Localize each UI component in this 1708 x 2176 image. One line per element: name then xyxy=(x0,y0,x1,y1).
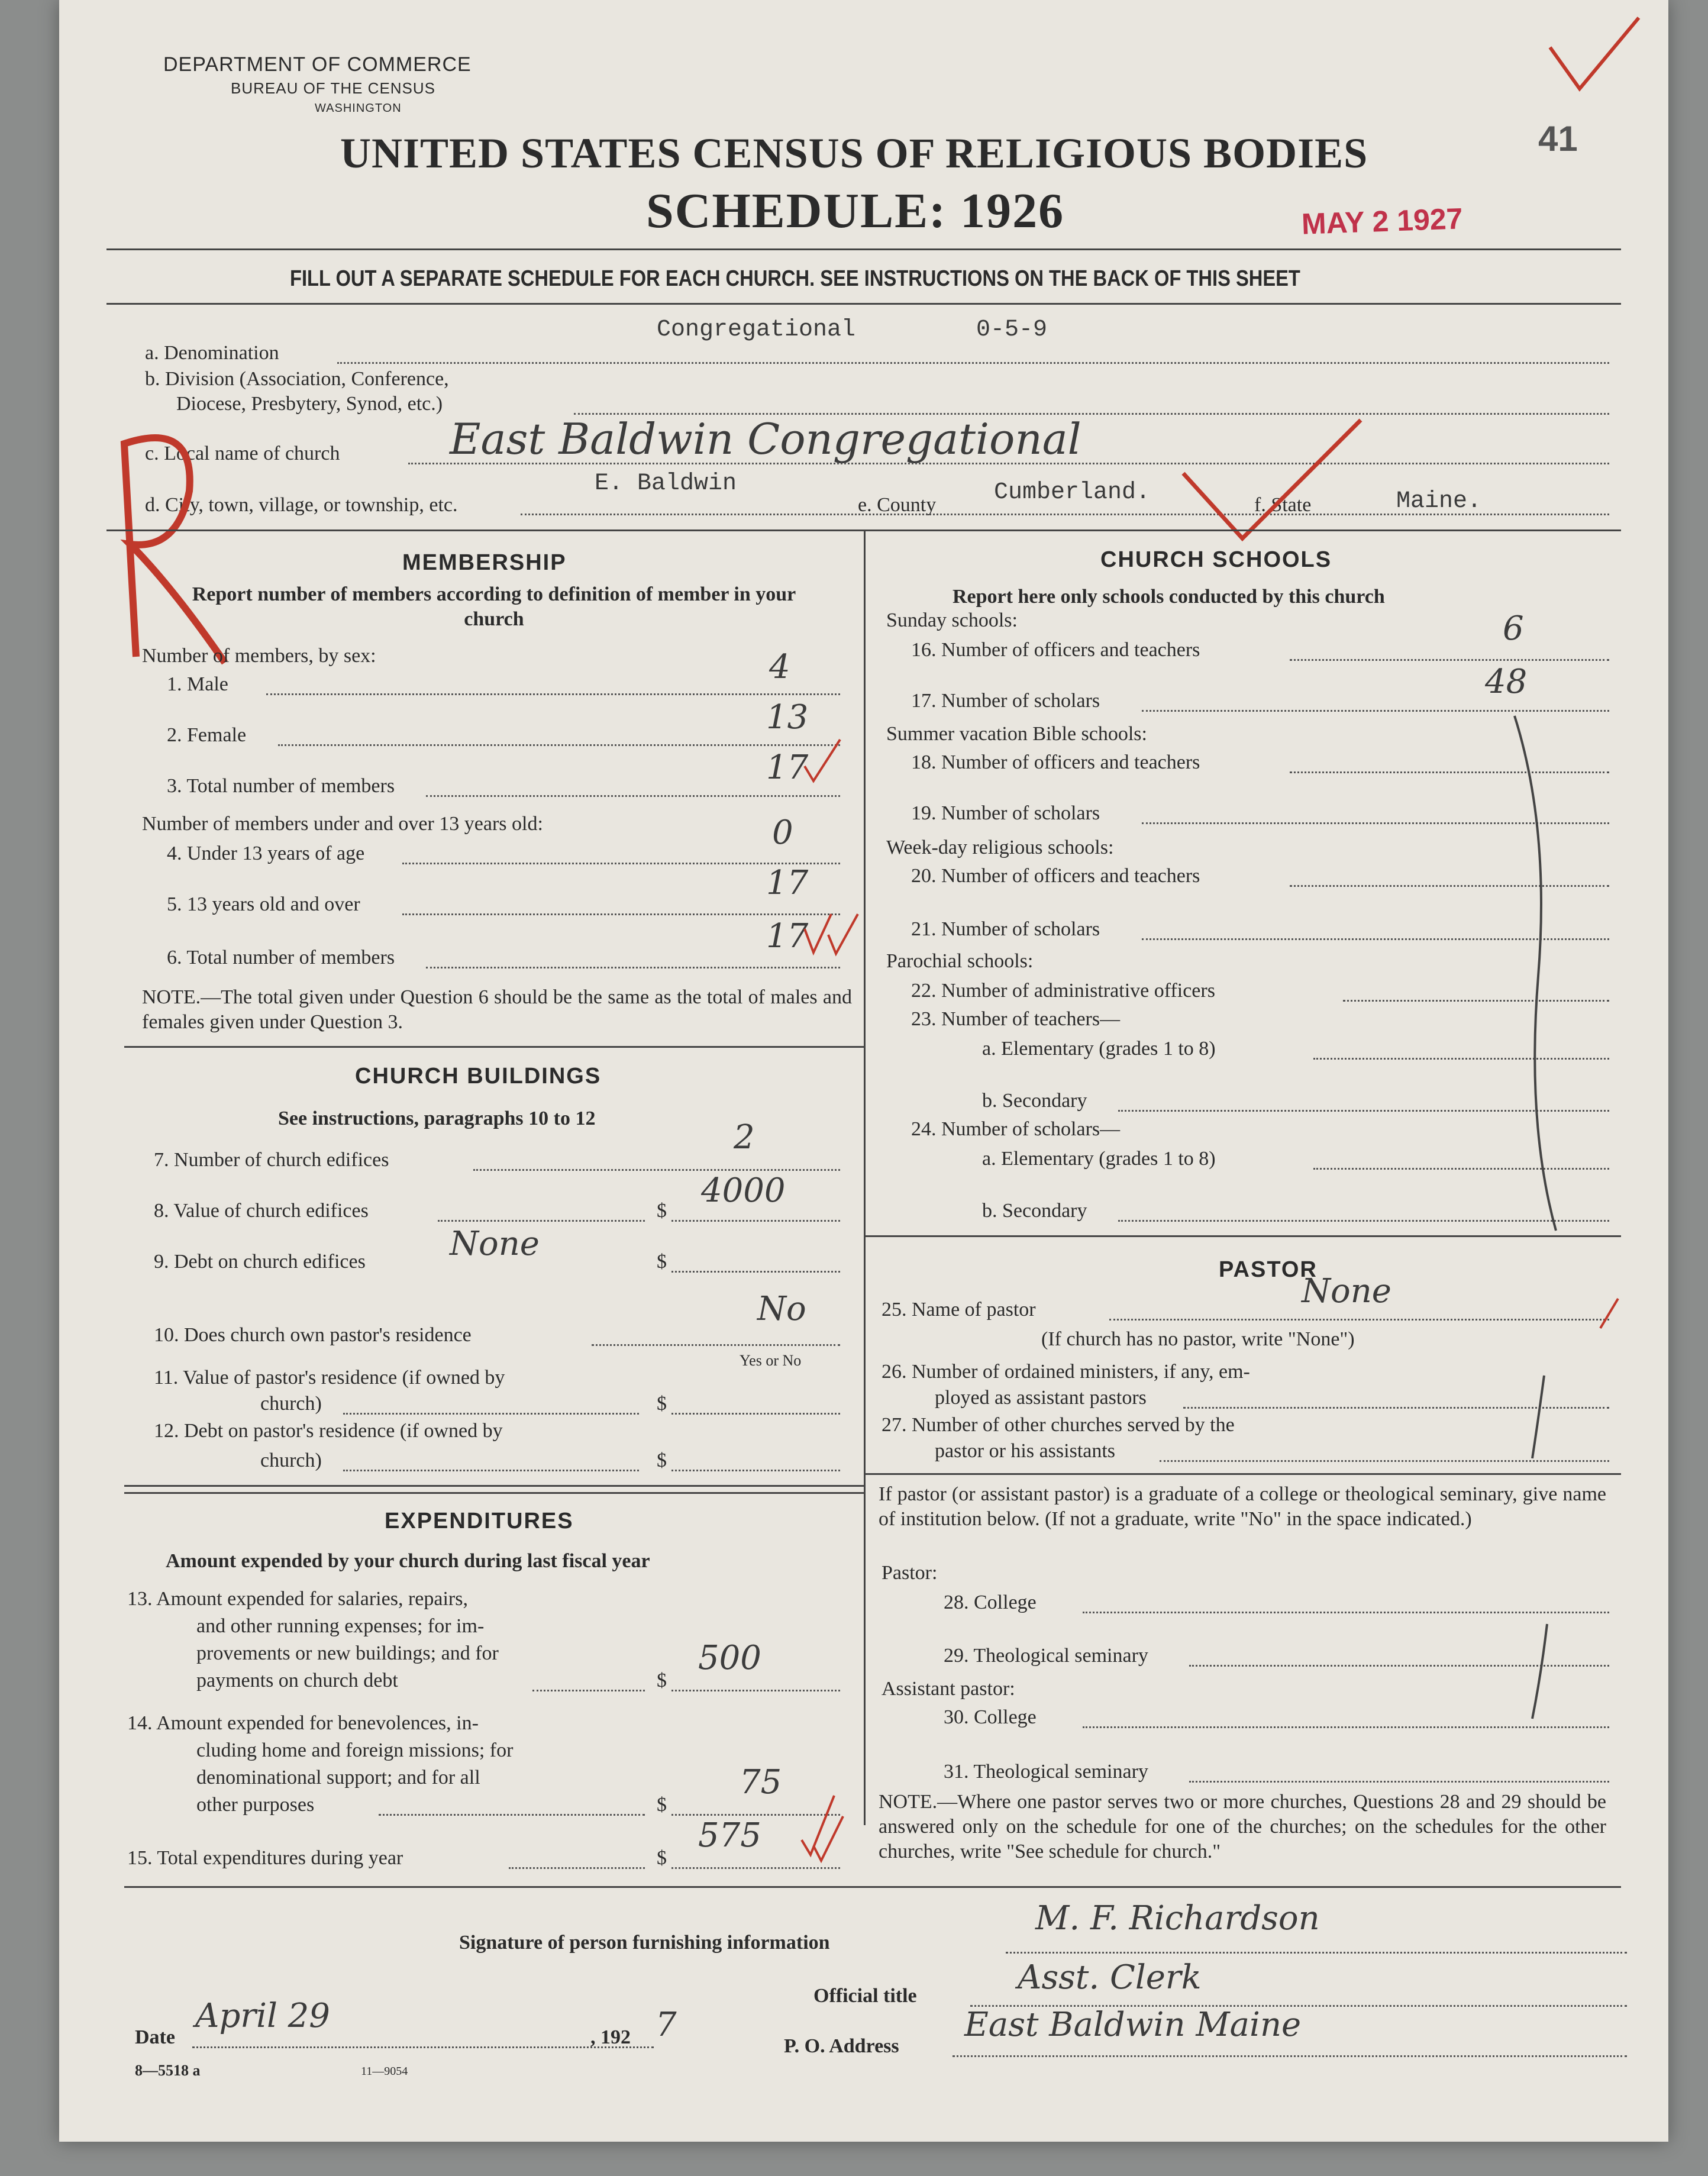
q13-label-1: 13. Amount expended for salaries, repairs, xyxy=(127,1588,468,1610)
membership-title: MEMBERSHIP xyxy=(402,550,567,575)
q7-label: 7. Number of church edifices xyxy=(154,1149,389,1171)
county-value: Cumberland. xyxy=(994,479,1151,506)
signature-label: Signature of person furnishing information xyxy=(459,1932,830,1954)
q10-label: 10. Does church own pastor's residence xyxy=(154,1324,472,1346)
q14-label-3: denominational support; and for all xyxy=(196,1767,480,1788)
q5-label: 5. 13 years old and over xyxy=(167,893,360,915)
check-mark-icon xyxy=(811,1810,846,1864)
expenditures-title: EXPENDITURES xyxy=(385,1509,574,1533)
officers-value: 6 xyxy=(1503,609,1524,648)
male-value: 4 xyxy=(769,648,790,686)
church-name-label: c. Local name of church xyxy=(145,443,340,464)
q11-label: 11. Value of pastor's residence (if owned by xyxy=(154,1367,505,1389)
blank-brace-icon xyxy=(1503,710,1568,1242)
signer-value: M. F. Richardson xyxy=(1035,1899,1320,1938)
expense-13-value: 500 xyxy=(698,1639,761,1677)
q28-label: 28. College xyxy=(944,1591,1037,1613)
city-value: E. Baldwin xyxy=(595,470,737,497)
q8-label: 8. Value of church edifices xyxy=(154,1200,369,1222)
expense-15-value: 575 xyxy=(698,1816,761,1855)
year-value: 7 xyxy=(656,2006,677,2044)
q23a-label: a. Elementary (grades 1 to 8) xyxy=(982,1038,1216,1060)
graduate-note: If pastor (or assistant pastor) is a graduate of a college or theological seminary, give name of institution below. (If not a graduate, write "No" in the space indicated.) xyxy=(879,1483,1606,1530)
division-label-2: Diocese, Presbytery, Synod, etc.) xyxy=(176,393,443,415)
tick-mark-icon xyxy=(1597,1296,1621,1331)
q4-label: 4. Under 13 years of age xyxy=(167,842,365,864)
schools-subtitle: Report here only schools conducted by this church xyxy=(953,586,1385,608)
pastor-title: PASTOR xyxy=(1219,1257,1318,1282)
yes-no-hint: Yes or No xyxy=(740,1352,802,1369)
q1-label: 1. Male xyxy=(167,673,228,695)
q13-label-4: payments on church debt xyxy=(196,1670,398,1691)
q14-label-2: cluding home and foreign missions; for xyxy=(196,1739,514,1761)
q16-label: 16. Number of officers and teachers xyxy=(911,639,1200,661)
over13-value: 17 xyxy=(766,864,809,902)
q14-label-4: other purposes xyxy=(196,1794,315,1816)
form-number-2: 11—9054 xyxy=(361,2065,408,2078)
q12-label: 12. Debt on pastor's residence (if owned by xyxy=(154,1420,503,1442)
form-title: UNITED STATES CENSUS OF RELIGIOUS BODIES xyxy=(340,130,1368,177)
check-mark-icon xyxy=(802,737,843,784)
instruction-banner: FILL OUT A SEPARATE SCHEDULE FOR EACH CHURCH. SEE INSTRUCTIONS ON THE BACK OF THIS SHEET xyxy=(290,266,1300,291)
by-sex-label: Number of members, by sex: xyxy=(142,645,376,667)
q15-label: 15. Total expenditures during year xyxy=(127,1847,403,1869)
q3-label: 3. Total number of members xyxy=(167,775,395,797)
edifices-value: 2 xyxy=(734,1118,755,1157)
received-stamp: MAY 2 1927 xyxy=(1301,202,1464,241)
membership-subtitle: Report number of members according to definition of member in your church xyxy=(192,583,796,630)
pastor-name-value: None xyxy=(1302,1272,1391,1310)
q29-label: 29. Theological seminary xyxy=(944,1645,1148,1667)
weekday-label: Week-day religious schools: xyxy=(886,837,1114,858)
city-label: WASHINGTON xyxy=(315,102,402,115)
q26-label-1: 26. Number of ordained ministers, if any, em- xyxy=(882,1361,1250,1383)
q13-label-3: provements or new buildings; and for xyxy=(196,1642,499,1664)
total-value: 17 xyxy=(766,748,809,787)
department-label: DEPARTMENT OF COMMERCE xyxy=(163,53,472,76)
q24a-label: a. Elementary (grades 1 to 8) xyxy=(982,1148,1216,1170)
edifice-value: 4000 xyxy=(701,1171,786,1210)
pastor-subheading: Pastor: xyxy=(882,1562,938,1584)
q22-label: 22. Number of administrative officers xyxy=(911,980,1215,1002)
scholars-value: 48 xyxy=(1485,663,1528,701)
denomination-label: a. Denomination xyxy=(145,342,279,364)
q25-hint: (If church has no pastor, write "None") xyxy=(1041,1328,1355,1350)
q20-label: 20. Number of officers and teachers xyxy=(911,865,1200,887)
q25-label: 25. Name of pastor xyxy=(882,1299,1036,1321)
expense-14-value: 75 xyxy=(740,1763,782,1802)
state-value: Maine. xyxy=(1396,488,1482,515)
sunday-label: Sunday schools: xyxy=(886,609,1018,631)
church-name-value: East Baldwin Congregational xyxy=(450,414,1081,464)
schedule-title: SCHEDULE: 1926 xyxy=(646,183,1065,238)
date-label: Date xyxy=(135,2026,175,2048)
q9-label: 9. Debt on church edifices xyxy=(154,1251,366,1273)
q12b-label: church) xyxy=(260,1449,322,1471)
denomination-value: Congregational xyxy=(657,317,856,343)
q24b-label: b. Secondary xyxy=(982,1200,1087,1222)
q23-label: 23. Number of teachers— xyxy=(911,1008,1121,1030)
expenditures-subtitle: Amount expended by your church during last fiscal year xyxy=(166,1550,650,1572)
schools-title: CHURCH SCHOOLS xyxy=(1100,547,1332,572)
by-age-label: Number of members under and over 13 years old: xyxy=(142,813,543,835)
buildings-title: CHURCH BUILDINGS xyxy=(355,1064,602,1089)
owns-residence-value: No xyxy=(757,1290,806,1328)
date-value: April 29 xyxy=(195,1997,330,2035)
check-mark-icon xyxy=(802,911,861,958)
q11b-label: church) xyxy=(260,1393,322,1415)
q13-label-2: and other running expenses; for im- xyxy=(196,1615,485,1637)
blank-stroke-icon xyxy=(1526,1621,1556,1722)
q31-label: 31. Theological seminary xyxy=(944,1761,1148,1783)
q18-label: 18. Number of officers and teachers xyxy=(911,751,1200,773)
female-value: 13 xyxy=(766,698,809,737)
po-address-label: P. O. Address xyxy=(784,2035,899,2057)
po-address-value: East Baldwin Maine xyxy=(964,2006,1302,2044)
q27-label-1: 27. Number of other churches served by the xyxy=(882,1414,1235,1436)
q17-label: 17. Number of scholars xyxy=(911,690,1100,712)
total2-value: 17 xyxy=(766,917,809,955)
q23b-label: b. Secondary xyxy=(982,1090,1087,1112)
check-mark-icon xyxy=(1538,12,1657,101)
blank-stroke-icon xyxy=(1526,1373,1556,1461)
q2-label: 2. Female xyxy=(167,724,247,746)
assistant-subheading: Assistant pastor: xyxy=(882,1678,1015,1700)
q21-label: 21. Number of scholars xyxy=(911,918,1100,940)
state-label: f. State xyxy=(1254,494,1312,516)
form-number: 8—5518 a xyxy=(135,2062,201,2079)
pastor-note: NOTE.—Where one pastor serves two or more churches, Questions 28 and 29 should be answered only on the schedule for one of the churches; on the schedules for the other churches, write "See schedule for church." xyxy=(879,1791,1606,1862)
q30-label: 30. College xyxy=(944,1706,1037,1728)
summer-label: Summer vacation Bible schools: xyxy=(886,723,1147,745)
q24-label: 24. Number of scholars— xyxy=(911,1118,1121,1140)
official-title-value: Asst. Clerk xyxy=(1018,1958,1202,1997)
official-title-label: Official title xyxy=(813,1985,917,2007)
q27-label-2: pastor or his assistants xyxy=(935,1440,1116,1462)
county-label: e. County xyxy=(858,494,937,516)
q14-label-1: 14. Amount expended for benevolences, in- xyxy=(127,1712,479,1734)
division-label: b. Division (Association, Conference, xyxy=(145,368,449,390)
under13-value: 0 xyxy=(772,813,793,852)
page-number: 41 xyxy=(1538,119,1578,159)
schedule-sheet: DEPARTMENT OF COMMERCE BUREAU OF THE CENSUS WASHINGTON UNITED STATES CENSUS OF RELIGIOUS BODIES SCHEDULE: 1926 MAY 2 1927 41 FILL OUT A SEPARATE SCHEDULE FOR EACH CHURCH. SEE INSTRUCTIONS ON THE BACK OF THIS SHEET Congregational 0-5-9 a. Denomination b. Division (Association, Conference, Diocese, Presbytery, Synod, etc.) c. Local name of church East Baldwin Congregational E. Baldwin Cumberland. Maine. d. City, town, village, or township, etc. e. County f. State MEMBERSHIP Report number of members according to definition of member in your church Number of members, by sex: 1. Male 4 2. Female 13 3. Total number of members 17 Number of members under and over 13 years old: 4. Under 13 years of age 0 5. 13 years old and over 17 6. Total number of members 17 NOTE.—The total given under Question 6 should be the same as the total of males and females given under Question 3. CHURCH BUILDINGS See instructions, paragraphs 10 to 12 7. Number of church edifices 2 8. Value of church edifices $ 4000 9. Debt on church edifices None $ 10. Does church own pastor's residence No Yes or No 11. Value of pastor's residence (if owned by church) $ 12. Debt on pastor's residence (if owned by church) $ EXPENDITURES Amount expended by your church during last fiscal year 13. Amount expended for salaries, repairs, and other running expenses; for im- provements or new buildings; and for payments on church debt $ 500 14. Amount expended for benevolences, in- cluding home and foreign missions; for denominational support; and for all other purposes $ 75 15. Total expenditures during year $ 575 CHURCH SCHOOLS Report here only schools conducted by this church Sunday schools: 16. Number of officers and teachers 6 17. Number of scholars 48 Summer vacation Bible schools: 18. Number of officers and teachers 19. Number of scholars Week-day religious schools: 20. Number of officers and teachers 21. Number of scholars Parochial schools: 22. Number of administrative officers 23. Number of teachers— a. Elementary (grades 1 to 8) b. Secondary 24. Number of scholars— a. Elementary (grades 1 to 8) b. Secondary PASTOR 25. Name of pastor None (If church has no pastor, write "None") 26. Number of ordained ministers, if any, em- ployed as assistant pastors 27. Number of other churches served by the pastor or his assistants If pastor (or assistant pastor) is a graduate of a college or theological seminary, give name of institution below. (If not a graduate, write "No" in the space indicated.) Pastor: 28. College 29. Theological seminary Assistant pastor: 30. College 31. Theological seminary NOTE.—Where one pastor serves two or more churches, Questions 28 and 29 should be answered only on the schedule for one of the churches; on the schedules for the other churches, write "See schedule for church." Signature of person furnishing information M. F. Richardson Official title Asst. Clerk Date April 29 , 192 7 P. O. Address East Baldwin Maine 8—5518 a 11—9054 xyxy=(59,0,1668,2142)
q26-label-2: ployed as assistant pastors xyxy=(935,1387,1147,1409)
buildings-subtitle: See instructions, paragraphs 10 to 12 xyxy=(278,1108,596,1129)
year-label: , 192 xyxy=(590,2026,631,2048)
q19-label: 19. Number of scholars xyxy=(911,802,1100,824)
denomination-code: 0-5-9 xyxy=(976,317,1048,343)
debt-value: None xyxy=(450,1225,540,1263)
q6-label: 6. Total number of members xyxy=(167,947,395,968)
membership-note: NOTE.—The total given under Question 6 should be the same as the total of males and females given under Question 3. xyxy=(142,986,852,1033)
parochial-label: Parochial schools: xyxy=(886,950,1034,972)
city-label: d. City, town, village, or township, etc. xyxy=(145,494,458,516)
bureau-label: BUREAU OF THE CENSUS xyxy=(231,79,436,97)
